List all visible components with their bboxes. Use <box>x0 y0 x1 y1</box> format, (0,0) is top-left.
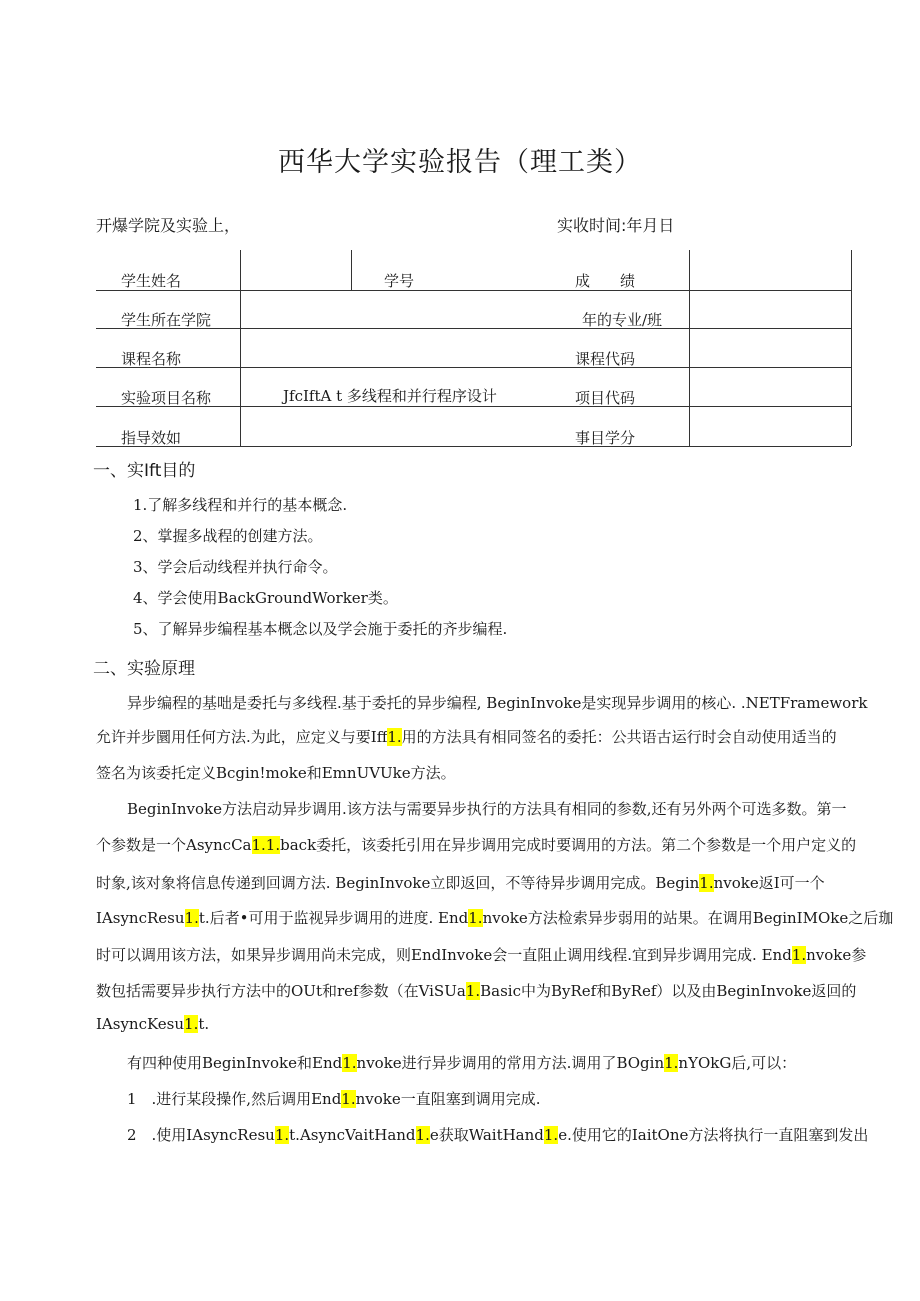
text-run: Basic中为ByRef和ByRef）以及由BeginInvoke返回的 <box>480 982 857 1000</box>
text-run: t. <box>198 1015 210 1033</box>
text-run: 用的方法具有相同签名的委托：公共语古运行时会自动使用适当的 <box>401 728 837 746</box>
paragraph-line <box>96 1015 209 1033</box>
text-run: 1 .进行某段操作,然后调用End <box>127 1090 342 1108</box>
highlight-mark: 1. <box>468 909 483 927</box>
text-run: back委托，该委托引用在异步调用完成时要调用的方法。第二个参数是一个用户定义的 <box>280 836 857 854</box>
list-item: 5、了解异步编程基本概念以及学会施于委托的齐步编程. <box>133 620 508 638</box>
text-run: t.后者•可用于监视异步调用的进度. End <box>198 909 469 927</box>
paragraph-line: 异步编程的基咄是委托与多线程.基于委托的异步编程, BeginInvoke是实现异步调用的核心. .NETFramework <box>127 694 868 712</box>
label-course-code: 课程代码 <box>575 350 636 368</box>
paragraph-line: BeginInvoke方法启动异步调用.该方法与需要异步执行的方法具有相同的参数,还有另外两个可选多数。第一 <box>127 800 847 818</box>
text-run: t.AsyncVaitHand <box>289 1126 416 1144</box>
text-run: 2 .使用IAsyncResu <box>127 1126 275 1144</box>
table-rule <box>851 250 852 446</box>
value-project-name: JfcIftA t 多线程和并行程序设计 <box>283 387 497 405</box>
header-college: 开爆学院及实验上， <box>96 216 241 235</box>
highlight-mark: 1. <box>184 1015 199 1033</box>
label-instructor: 指导效如 <box>121 429 182 447</box>
highlight-mark: 1. <box>699 874 714 892</box>
page-title: 西华大学实验报告（理工类） <box>278 147 642 178</box>
table-rule <box>351 250 352 290</box>
table-rule <box>689 250 690 446</box>
text-run: IAsyncKesu <box>96 1015 185 1033</box>
highlight-mark: 1. <box>791 946 807 964</box>
header-date: 实收时间:年月日 <box>557 216 675 235</box>
list-item: 3、学会后动线程并执行命令。 <box>133 558 338 576</box>
label-credits: 事目学分 <box>575 429 636 447</box>
label-project-code: 项目代码 <box>575 389 636 407</box>
text-run: e获取WaitHand <box>429 1126 544 1144</box>
text-run: nvoke返I可一个 <box>713 874 825 892</box>
text-run: e.使用它的IaitOne方法将执行一直阻塞到发出 <box>558 1126 869 1144</box>
text-run: nvoke参 <box>806 946 867 964</box>
text-run: 时可以调用该方法，如果异步调用尚未完成，则EndInvoke会一直阻止调用线程.宜到异步调用完成. End <box>96 946 792 964</box>
table-rule <box>240 250 241 446</box>
text-run: IAsyncResu <box>96 909 185 927</box>
label-project-name: 实验项目名称 <box>121 389 212 407</box>
label-college: 学生所在学院 <box>121 311 212 329</box>
section-heading-objectives: 一、实Ift目的 <box>93 461 196 481</box>
highlight-mark: 1. <box>342 1054 357 1072</box>
paragraph-line <box>96 834 856 855</box>
highlight-mark: 1. <box>543 1126 559 1144</box>
table-rule <box>96 446 851 447</box>
paragraph-line <box>96 872 825 893</box>
text-run: 时象,该对象将信息传递到回调方法. BeginInvoke立即返回，不等待异步调用完成。Begin <box>96 874 700 892</box>
label-grade: 成 绩 <box>575 272 636 290</box>
text-run: nvoke进行异步调用的常用方法.调用了BOgin <box>356 1054 665 1072</box>
highlight-mark: 1. <box>387 728 402 746</box>
label-student-id: 学号 <box>384 272 415 290</box>
highlight-mark: 1. <box>664 1054 679 1072</box>
text-run: 有四种使用BeginInvoke和End <box>127 1054 343 1072</box>
text-run: 数包括需要异步执行方法中的OUt和ref参数（在ViSUa <box>96 982 466 1000</box>
paragraph-line <box>96 907 893 928</box>
highlight-mark: 1. <box>274 1126 290 1144</box>
section-heading-principle: 二、实验原理 <box>93 659 195 679</box>
label-student-name: 学生姓名 <box>121 272 182 290</box>
text-run: 允许并步圜用任何方法.为此，应定义与要Iff <box>96 728 388 746</box>
paragraph-line <box>127 1052 796 1073</box>
list-item: 4、学会使用BackGroundWorker类。 <box>133 589 398 607</box>
table-rule <box>96 367 851 368</box>
text-run: 个参数是一个AsyncCa <box>96 836 252 854</box>
paragraph-line <box>96 944 866 965</box>
paragraph-line <box>127 1088 541 1109</box>
paragraph-line <box>96 726 837 747</box>
table-rule <box>96 290 851 291</box>
label-course-name: 课程名称 <box>121 350 182 368</box>
paragraph-line <box>127 1124 868 1145</box>
list-item: 1.了解多线程和并行的基本概念. <box>133 496 348 514</box>
highlight-mark: 1. <box>465 982 481 1000</box>
highlight-mark: 1.1. <box>251 836 281 854</box>
highlight-mark: 1. <box>415 1126 430 1144</box>
text-run: nvoke方法检索异步弱用的站果。在调用BeginIMOke之后珈 <box>482 909 894 927</box>
paragraph-line: 签名为该委托定义Bcgin!moke和EmnUVUke方法。 <box>96 764 456 782</box>
highlight-mark: 1. <box>341 1090 356 1108</box>
text-run: nvoke一直阻塞到调用完成. <box>355 1090 541 1108</box>
label-major-class: 年的专业/班 <box>582 311 663 329</box>
text-run: nYOkG后,可以： <box>678 1054 797 1072</box>
paragraph-line <box>96 980 856 1001</box>
highlight-mark: 1. <box>184 909 199 927</box>
list-item: 2、掌握多战程的创建方法。 <box>133 527 323 545</box>
